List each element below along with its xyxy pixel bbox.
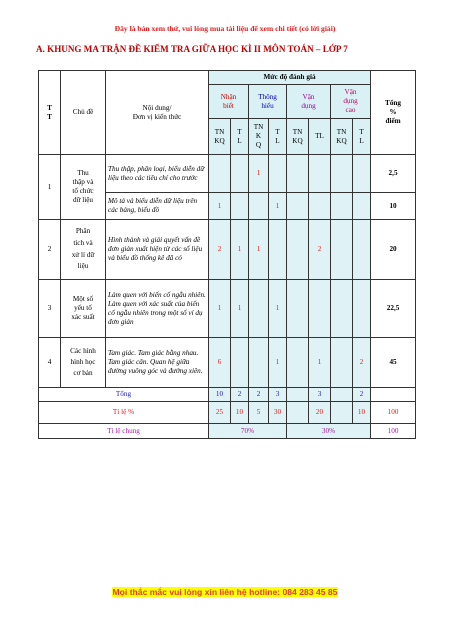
cell-nb-tnkq — [209, 155, 231, 193]
total-nb-tl: 2 — [231, 388, 249, 402]
cell-th-tnkq — [249, 193, 269, 220]
row-topic: Các hình hình học cơ bản — [61, 338, 106, 388]
sub-tl-vdc: T L — [353, 119, 371, 155]
cell-vdc-tl — [353, 155, 371, 193]
cell-th-tnkq — [249, 338, 269, 388]
row-topic: Thu thập và tổ chức dữ liệu — [61, 155, 106, 220]
header-muc-do: Mức độ đánh giá — [209, 71, 371, 85]
cell-th-tl — [269, 155, 287, 193]
row-content: Làm quen với biến cố ngẫu nhiên. Làm quen với xác suất của biến cố ngẫu nhiên trong một số ví dụ đơn giản — [106, 280, 209, 338]
cell-th-tnkq: 1 — [249, 155, 269, 193]
cell-th-tl: 1 — [269, 193, 287, 220]
table-row — [39, 220, 416, 280]
row-content: Hình thành và giải quyết vấn đề đơn giản xuất hiện từ các số liệu và biểu đồ thống kê đã có — [106, 220, 209, 280]
row-tt: 2 — [39, 220, 61, 280]
total-nb-tnkq: 10 — [209, 388, 231, 402]
cell-vdc-tl — [353, 193, 371, 220]
ratio-label: Tỉ lệ % — [39, 402, 209, 424]
cell-nb-tl — [231, 338, 249, 388]
cell-nb-tl — [231, 155, 249, 193]
sub-tnkq-vdc: TN KQ — [331, 119, 353, 155]
row-topic: Phân tích và xử lí dữ liệu — [61, 220, 106, 280]
ratio-th-tl: 30 — [269, 402, 287, 424]
cell-total: 45 — [371, 338, 416, 388]
cell-vd-tl — [309, 193, 331, 220]
total-vd-tnkq — [287, 388, 309, 402]
cell-total: 2,5 — [371, 155, 416, 193]
cell-nb-tnkq: 1 — [209, 280, 231, 338]
hotline-footer — [0, 587, 450, 597]
common-ratio-part-1: 70% — [209, 424, 287, 439]
row-tt: 3 — [39, 280, 61, 338]
cell-nb-tl: 1 — [231, 280, 249, 338]
common-ratio-total: 100 — [371, 424, 416, 439]
header-noi-dung: Nội dung/ Đơn vị kiến thức — [106, 71, 209, 155]
cell-th-tnkq: 1 — [249, 220, 269, 280]
row-topic: Một số yếu tố xác suất — [61, 280, 106, 338]
ratio-vd-tnkq — [287, 402, 309, 424]
total-sum — [371, 388, 416, 402]
cell-total: 10 — [371, 193, 416, 220]
ratio-nb-tl: 10 — [231, 402, 249, 424]
row-content: Tam giác. Tam giác bằng nhau. Tam giác cân. Quan hệ giữa đường vuông góc và đường xiên. — [106, 338, 209, 388]
page-title: A. KHUNG MA TRẬN ĐỀ KIỂM TRA GIỮA HỌC KÌ II MÔN TOÁN – LỚP 7 — [36, 44, 348, 54]
preview-notice: Đây là bản xem thử, vui lòng mua tài liệu để xem chi tiết (có lời giải) — [114, 24, 336, 33]
cell-vdc-tnkq — [331, 193, 353, 220]
cell-vd-tl: 2 — [309, 220, 331, 280]
sub-tnkq-nb: TN KQ — [209, 119, 231, 155]
ratio-row — [39, 402, 416, 424]
cell-nb-tnkq: 2 — [209, 220, 231, 280]
table-row — [39, 280, 416, 338]
cell-vdc-tnkq — [331, 338, 353, 388]
level-thong-hieu: Thông hiểu — [249, 85, 287, 119]
cell-total: 20 — [371, 220, 416, 280]
cell-vdc-tnkq — [331, 280, 353, 338]
ratio-vdc-tnkq — [331, 402, 353, 424]
cell-vdc-tnkq — [331, 155, 353, 193]
header-chu-de: Chủ đề — [61, 71, 106, 155]
level-van-dung: Vận dụng — [287, 85, 331, 119]
cell-vd-tnkq — [287, 193, 309, 220]
cell-vd-tnkq — [287, 220, 309, 280]
row-tt: 1 — [39, 155, 61, 220]
common-ratio-row — [39, 424, 416, 439]
cell-vd-tl — [309, 155, 331, 193]
table-row — [39, 155, 416, 193]
level-van-dung-cao: Vận dụng cao — [331, 85, 371, 119]
cell-vd-tnkq — [287, 280, 309, 338]
cell-nb-tnkq: 1 — [209, 193, 231, 220]
total-vd-tl: 3 — [309, 388, 331, 402]
cell-vdc-tl — [353, 280, 371, 338]
total-label: Tổng — [39, 388, 209, 402]
cell-total: 22,5 — [371, 280, 416, 338]
total-row — [39, 388, 416, 402]
ratio-total: 100 — [371, 402, 416, 424]
ratio-nb-tnkq: 25 — [209, 402, 231, 424]
cell-vd-tl: 1 — [309, 338, 331, 388]
header-tong: Tổng % điểm — [371, 71, 416, 155]
total-th-tl: 3 — [269, 388, 287, 402]
cell-th-tl — [269, 220, 287, 280]
row-tt: 4 — [39, 338, 61, 388]
header-tt: T T — [39, 71, 61, 155]
common-ratio-label: Tỉ lệ chung — [39, 424, 209, 439]
cell-nb-tl: 1 — [231, 220, 249, 280]
cell-vd-tnkq — [287, 338, 309, 388]
cell-vdc-tl — [353, 220, 371, 280]
cell-vd-tnkq — [287, 155, 309, 193]
sub-tl-th: T L — [269, 119, 287, 155]
cell-nb-tnkq: 6 — [209, 338, 231, 388]
common-ratio-part-2: 30% — [287, 424, 371, 439]
ratio-vdc-tl: 10 — [353, 402, 371, 424]
total-vdc-tnkq — [331, 388, 353, 402]
sub-tnkq-th: TN K Q — [249, 119, 269, 155]
cell-vd-tl — [309, 280, 331, 338]
cell-th-tl: 1 — [269, 338, 287, 388]
sub-tl-nb: T L — [231, 119, 249, 155]
total-vdc-tl: 2 — [353, 388, 371, 402]
sub-tnkq-vd: TN KQ — [287, 119, 309, 155]
row-content: Thu thập, phân loại, biểu diễn dữ liệu theo các tiêu chí cho trước — [106, 155, 209, 193]
cell-th-tl: 1 — [269, 280, 287, 338]
table-row — [39, 338, 416, 388]
cell-nb-tl — [231, 193, 249, 220]
row-content: Mô tả và biểu diễn dữ liệu trên các bảng, biểu đồ — [106, 193, 209, 220]
hotline-text: Mọi thắc mắc vui lòng xin liên hệ hotline: 084 283 45 85 — [112, 587, 338, 597]
level-nhan-biet: Nhận biết — [209, 85, 249, 119]
total-th-tnkq: 2 — [249, 388, 269, 402]
cell-th-tnkq — [249, 280, 269, 338]
cell-vdc-tl: 2 — [353, 338, 371, 388]
sub-tl-vd: TL — [309, 119, 331, 155]
cell-vdc-tnkq — [331, 220, 353, 280]
exam-matrix-table — [38, 70, 416, 439]
ratio-th-tnkq: 5 — [249, 402, 269, 424]
ratio-vd-tl: 20 — [309, 402, 331, 424]
